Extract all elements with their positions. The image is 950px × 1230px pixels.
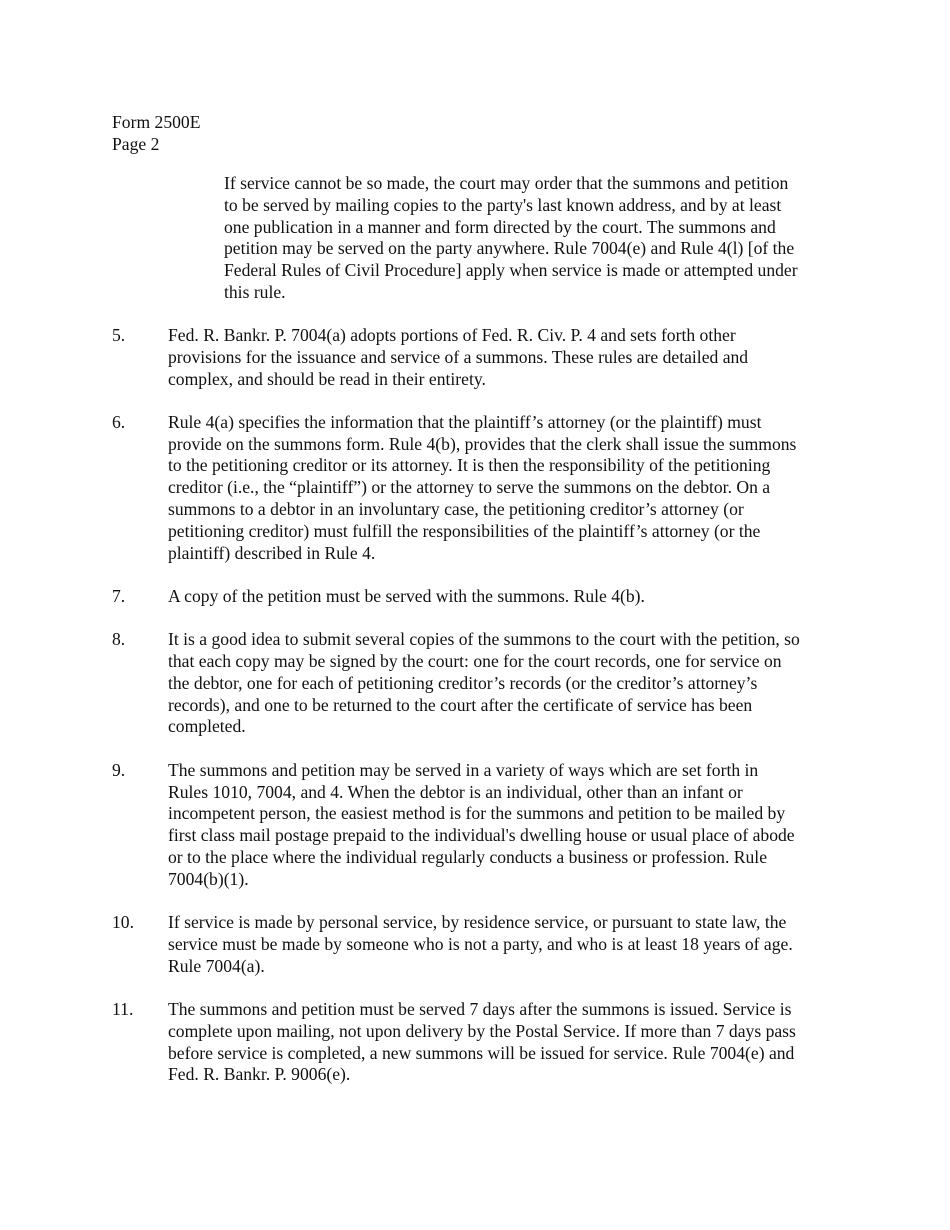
instruction-item xyxy=(112,586,852,608)
item-text-line: first class mail postage prepaid to the individual's dwelling house or usual place of abode xyxy=(168,825,795,846)
quote-line: If service cannot be so made, the court may order that the summons and petition xyxy=(224,173,789,193)
item-text xyxy=(168,912,852,977)
item-text xyxy=(168,586,852,608)
quoted-rule-text xyxy=(224,173,844,304)
item-text-line: complete upon mailing, not upon delivery by the Postal Service. If more than 7 days pass xyxy=(168,1020,796,1041)
quote-line: one publication in a manner and form directed by the court. The summons and xyxy=(224,216,776,237)
item-text-line: plaintiff) described in Rule 4. xyxy=(168,542,376,563)
item-number: 11. xyxy=(112,998,134,1019)
item-text xyxy=(168,412,852,565)
item-number: 8. xyxy=(112,629,126,650)
instruction-item xyxy=(112,760,852,891)
item-text xyxy=(168,760,852,891)
numbered-instructions xyxy=(112,325,852,1108)
item-text xyxy=(168,629,852,738)
quote-line: Federal Rules of Civil Procedure] apply when service is made or attempted under xyxy=(224,260,798,281)
page-number: Page 2 xyxy=(112,133,160,154)
item-text xyxy=(168,325,852,390)
instruction-item xyxy=(112,412,852,565)
item-text-line: the debtor, one for each of petitioning creditor’s records (or the creditor’s attorney’s xyxy=(168,672,758,693)
item-text-line: Rule 7004(a). xyxy=(168,955,265,976)
item-number: 5. xyxy=(112,325,126,345)
item-text-line: Fed. R. Bankr. P. 7004(a) adopts portions of Fed. R. Civ. P. 4 and sets forth other xyxy=(168,325,736,345)
item-text-line: If service is made by personal service, by residence service, or pursuant to state law, the xyxy=(168,912,787,933)
item-text-line: incompetent person, the easiest method is for the summons and petition to be mailed by xyxy=(168,803,786,824)
item-text xyxy=(168,999,852,1086)
quote-line: to be served by mailing copies to the party's last known address, and by at least xyxy=(224,194,782,215)
form-number: Form 2500E xyxy=(112,112,201,132)
page-header xyxy=(112,112,412,156)
item-text-line: A copy of the petition must be served with the summons. Rule 4(b). xyxy=(168,585,645,606)
item-number: 6. xyxy=(112,411,126,432)
item-text-line: to the petitioning creditor or its attorney. It is then the responsibility of the petitioning xyxy=(168,455,771,476)
item-text-line: before service is completed, a new summons will be issued for service. Rule 7004(e) and xyxy=(168,1042,795,1063)
item-text-line: The summons and petition must be served 7 days after the summons is issued. Service is xyxy=(168,998,792,1019)
item-text-line: petitioning creditor) must fulfill the responsibilities of the plaintiff’s attorney (or the xyxy=(168,520,761,541)
quote-line: this rule. xyxy=(224,281,286,302)
instruction-item xyxy=(112,629,852,738)
instruction-item xyxy=(112,912,852,977)
item-text-line: summons to a debtor in an involuntary case, the petitioning creditor’s attorney (or xyxy=(168,499,744,520)
item-text-line: completed. xyxy=(168,716,246,737)
item-text-line: service must be made by someone who is not a party, and who is at least 18 years of age. xyxy=(168,933,793,954)
quote-line: petition may be served on the party anywhere. Rule 7004(e) and Rule 4(l) [of the xyxy=(224,238,795,259)
item-text-line: creditor (i.e., the “plaintiff”) or the attorney to serve the summons on the debtor. On a xyxy=(168,477,771,498)
item-text-line: Fed. R. Bankr. P. 9006(e). xyxy=(168,1064,351,1085)
item-text-line: that each copy may be signed by the court: one for the court records, one for service on xyxy=(168,651,782,672)
item-text-line: Rules 1010, 7004, and 4. When the debtor is an individual, other than an infant or xyxy=(168,781,743,802)
item-text-line: 7004(b)(1). xyxy=(168,868,249,889)
item-text-line: provisions for the issuance and service of a summons. These rules are detailed and xyxy=(168,346,749,367)
item-text-line: provide on the summons form. Rule 4(b), provides that the clerk shall issue the summons xyxy=(168,433,797,454)
item-text-line: records), and one to be returned to the court after the certificate of service has been xyxy=(168,694,753,715)
item-text-line: Rule 4(a) specifies the information that the plaintiff’s attorney (or the plaintiff) must xyxy=(168,411,762,432)
item-text-line: or to the place where the individual regularly conducts a business or profession. Rule xyxy=(168,846,768,867)
instruction-item xyxy=(112,999,852,1086)
item-text-line: The summons and petition may be served in a variety of ways which are set forth in xyxy=(168,759,759,780)
item-number: 7. xyxy=(112,585,126,606)
item-number: 10. xyxy=(112,912,134,933)
item-text-line: It is a good idea to submit several copies of the summons to the court with the petition, so xyxy=(168,629,800,650)
instruction-item xyxy=(112,325,852,390)
item-text-line: complex, and should be read in their entirety. xyxy=(168,368,486,389)
item-number: 9. xyxy=(112,759,126,780)
